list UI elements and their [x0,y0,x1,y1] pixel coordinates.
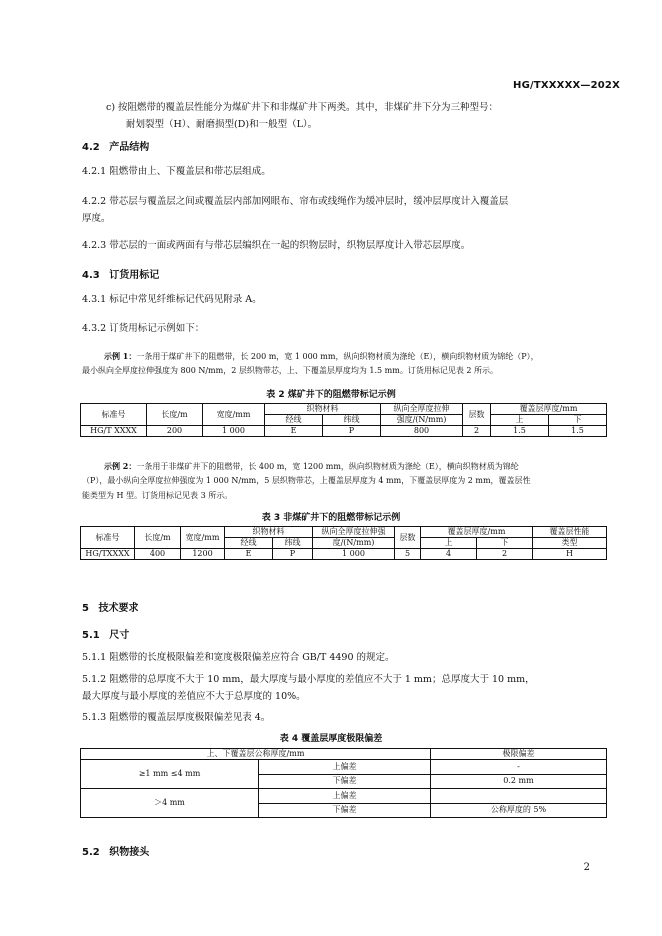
cell: 5 [395,549,421,560]
example-2-line2: （P），最小纵向全厚度拉伸强度为 1 000 N/mm，5 层织物带芯，上覆盖层厚度为 4 mm，下覆盖层厚度为 2 mm，覆盖层性 [82,476,531,485]
cell: 1200 [181,549,225,560]
section-title: 订货用标记 [109,270,160,281]
header-width: 宽度/mm [203,404,265,426]
header-cover: 覆盖层厚度/mm [491,404,607,415]
header-deviation: 极限偏差 [431,749,607,760]
cell-lower-value: 公称厚度的 5% [431,803,607,818]
cell: 1 000 [313,549,395,560]
header-warp: 经线 [225,538,273,549]
example-label: 示例 2： [104,461,137,471]
cell: P [323,426,381,437]
cell: 4 [421,549,477,560]
table-2 [80,403,607,437]
section-number: 5 [82,603,89,614]
header-fabric: 织物材料 [225,527,313,538]
header-upper: 上 [491,415,549,426]
table-row [81,789,607,804]
section-4-3 [82,266,159,281]
header-lower: 下 [549,415,607,426]
example-2-line3: 能类型为 H 型。订货用标记见表 3 所示。 [82,491,233,500]
cell-range: ＞4 mm [81,789,259,818]
cell: E [265,426,323,437]
item-c-line1: c) 按阻燃带的覆盖层性能分为煤矿井下和非煤矿井下两类。其中，非煤矿井下分为三种型号： [106,102,499,113]
cell: 1 000 [203,426,265,437]
clause-4-2-2-line1: 4.2.2 带芯层与覆盖层之间或覆盖层内部加网眼布、帘布或线绳作为缓冲层时，缓冲层厚度计入覆盖层 [82,196,509,207]
section-number: 5.2 [82,847,100,858]
table-4-caption: 表 4 覆盖层厚度极限偏差 [279,734,383,744]
cell: HG/TXXXX [81,549,135,560]
cell: 1.5 [549,426,607,437]
section-4-2 [82,138,149,153]
section-number: 4.3 [82,270,100,281]
section-title: 技术要求 [98,603,139,614]
clause-4-3-1: 4.3.1 标记中常见纤维标记代码见附录 A。 [82,294,262,305]
header-cover: 覆盖层厚度/mm [421,527,533,538]
cell: 2 [463,426,491,437]
table-2-caption: 表 2 煤矿井下的阻燃带标记示例 [266,390,396,400]
header-strength-line2: 度/(N/mm) [313,538,395,549]
table-4 [80,748,607,818]
cell-upper-value [431,789,607,804]
cell: E [225,549,273,560]
section-5-2 [82,843,149,858]
table-row [81,549,607,560]
header-ply: 层数 [395,527,421,549]
clause-5-1-2-line2: 最大厚度与最小厚度的差值应不大于总厚度的 10%。 [82,691,306,702]
cell: 200 [147,426,203,437]
table-row [81,760,607,775]
header-fabric: 织物材料 [265,404,381,415]
example-label: 示例 1： [104,351,137,361]
cell: 2 [477,549,533,560]
section-5 [82,599,139,614]
example-1-line1 [104,350,634,363]
header-upper: 上 [421,538,477,549]
cell-lower: 下偏差 [259,774,431,789]
cell: 1.5 [491,426,549,437]
cell-upper-value: - [431,760,607,775]
example-2-line1 [104,460,634,473]
table-3-caption: 表 3 非煤矿井下的阻燃带标记示例 [261,513,401,523]
clause-4-2-3: 4.2.3 带芯层的一面或两面有与带芯层编织在一起的织物层时，织物层厚度计入带芯层厚度。 [82,240,471,251]
header-type-line1: 覆盖层性能 [533,527,607,538]
document-code: HG/TXXXXX—202X [513,80,620,91]
cell: HG/T XXXX [81,426,147,437]
section-title: 产品结构 [109,142,150,153]
example-text: 一条用于煤矿井下的阻燃带，长 200 m，宽 1 000 mm，纵向织物材质为涤纶（E），横向织物材质为锦纶（P）， [136,352,539,361]
cell: H [533,549,607,560]
example-1-line2: 最小纵向全厚度拉伸强度为 800 N/mm，2 层织物带芯，上、下覆盖层厚度均为 1.5 mm。订货用标记见表 2 所示。 [82,366,499,375]
header-strength-line1: 纵向全厚度拉伸 [381,404,463,415]
clause-4-2-2-line2: 厚度。 [82,213,111,224]
header-standard: 标准号 [81,404,147,426]
header-nominal-thickness: 上、下覆盖层公称厚度/mm [81,749,431,760]
cell-upper: 上偏差 [259,789,431,804]
header-weft: 纬线 [323,415,381,426]
header-length: 长度/m [147,404,203,426]
cell-lower: 下偏差 [259,803,431,818]
table-3 [80,526,607,560]
clause-4-2-1: 4.2.1 阻燃带由上、下覆盖层和带芯层组成。 [82,166,271,177]
header-weft: 纬线 [273,538,313,549]
cell-range: ≥1 mm ≤4 mm [81,760,259,789]
item-c-line2: 耐划裂型（H）、耐磨损型(D)和一般型（L）。 [126,119,318,130]
header-strength-line2: 强度/(N/mm) [381,415,463,426]
section-number: 4.2 [82,142,100,153]
section-title: 尺寸 [109,630,130,641]
header-ply: 层数 [463,404,491,426]
header-warp: 经线 [265,415,323,426]
cell: P [273,549,313,560]
cell-lower-value: 0.2 mm [431,774,607,789]
clause-5-1-1: 5.1.1 阻燃带的长度极限偏差和宽度极限偏差应符合 GB/T 4490 的规定。 [82,652,395,663]
cell: 800 [381,426,463,437]
header-lower: 下 [477,538,533,549]
clause-4-3-2: 4.3.2 订货用标记示例如下： [82,323,205,334]
header-standard: 标准号 [81,527,135,549]
section-title: 织物接头 [109,847,150,858]
clause-5-1-2-line1: 5.1.2 阻燃带的总厚度不大于 10 mm，最大厚度与最小厚度的差值应不大于 1 mm；总厚度大于 10 mm， [82,674,535,685]
header-length: 长度/m [135,527,181,549]
cell: 400 [135,549,181,560]
header-width: 宽度/mm [181,527,225,549]
header-strength-line1: 纵向全厚度拉伸强 [313,527,395,538]
example-text: 一条用于非煤矿井下的阻燃带，长 400 m，宽 1200 mm，纵向织物材质为涤纶（E），横向织物材质为锦纶 [136,462,519,471]
clause-5-1-3: 5.1.3 阻燃带的覆盖层厚度极限偏差见表 4。 [82,712,271,723]
section-5-1 [82,626,129,641]
page-number: 2 [583,862,590,873]
section-number: 5.1 [82,630,100,641]
header-type-line2: 类型 [533,538,607,549]
table-row [81,426,607,437]
cell-upper: 上偏差 [259,760,431,775]
